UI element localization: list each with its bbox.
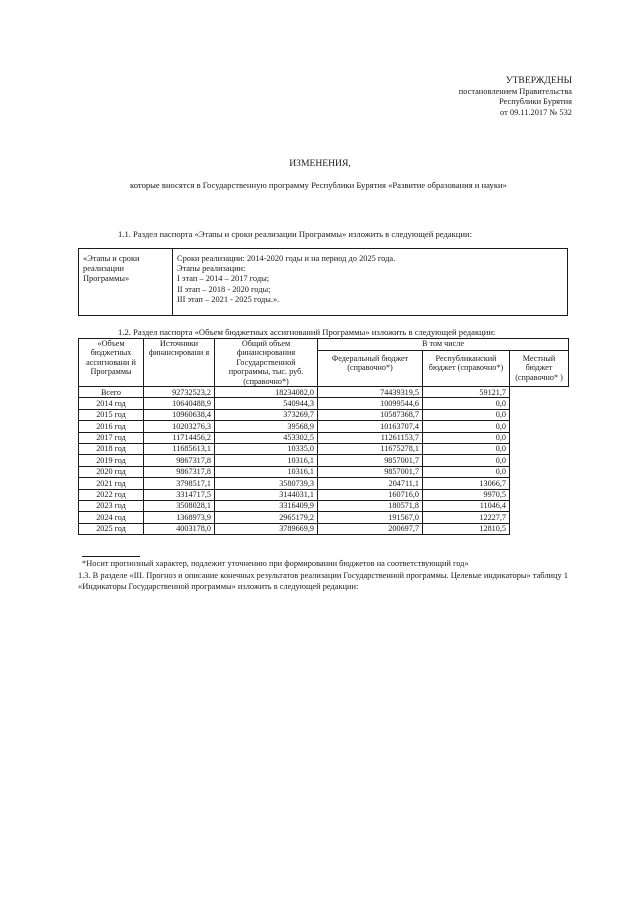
republic-cell: 11261153,7 [318, 432, 423, 443]
approval-line: постановлением Правительства [458, 86, 572, 96]
row-label-cell: «Объем бюджетных ассигновани й Программы [79, 339, 144, 387]
stages-line: Этапы реализации: [177, 264, 246, 274]
republic-cell: 160716,0 [318, 489, 423, 500]
stages-label: «Этапы и сроки реализации Программы» [83, 254, 140, 283]
federal-cell: 10316,1 [215, 466, 318, 477]
federal-cell: 10316,1 [215, 455, 318, 466]
local-cell: 12810,5 [423, 523, 510, 534]
year-cell: 2025 год [79, 523, 144, 534]
republic-cell: 10099544,6 [318, 398, 423, 409]
stages-content [177, 254, 395, 305]
table-row [79, 478, 569, 489]
federal-cell: 3316409,9 [215, 500, 318, 511]
year-cell: 2024 год [79, 512, 144, 523]
federal-cell: 3144031,1 [215, 489, 318, 500]
document-subtitle: которые вносятся в Государственную программу Республики Бурятия «Развитие образования и науки» [130, 180, 507, 190]
budget-table [78, 338, 569, 535]
stages-line: Сроки реализации: 2014-2020 годы и на период до 2025 года. [177, 254, 396, 263]
local-cell: 59121,7 [423, 387, 510, 398]
republic-cell: 10587368,7 [318, 409, 423, 420]
local-cell: 11046,4 [423, 500, 510, 511]
section-1-3-text: 1.3. В разделе «III. Прогноз и описание конечных результатов реализации Государственной программы. Целевые индикаторы» таблицу 1 «Индикаторы Государственной программы» изложить в следующей редакции: [78, 571, 568, 591]
local-cell: 12227,7 [423, 512, 510, 523]
federal-cell: 10335,0 [215, 443, 318, 454]
local-cell: 0,0 [423, 443, 510, 454]
total-cell: 4003178,0 [144, 523, 215, 534]
year-cell: 2023 год [79, 500, 144, 511]
total-cell: 9867317,8 [144, 466, 215, 477]
total-cell: 11685613,1 [144, 443, 215, 454]
table-row [79, 421, 569, 432]
total-cell: 11714456,2 [144, 432, 215, 443]
local-cell: 0,0 [423, 466, 510, 477]
federal-cell: 18234082,0 [215, 387, 318, 398]
table-row [79, 455, 569, 466]
header-total: Общий объем финансирования Государственной программы, тыс. руб. (справочно*) [215, 339, 318, 387]
header-local: Местный бюджет (справочно* ) [510, 350, 569, 386]
header-including: В том числе [318, 339, 569, 351]
year-cell: 2014 год [79, 398, 144, 409]
footnote-rule [82, 556, 140, 557]
table-row [79, 500, 569, 511]
table-row [79, 523, 569, 534]
section-1-1-text: 1.1. Раздел паспорта «Этапы и сроки реализации Программы» изложить в следующей редакции: [118, 229, 472, 239]
total-cell: 3508028,1 [144, 500, 215, 511]
stages-line: II этап – 2018 - 2020 годы; [177, 284, 271, 294]
year-cell: 2019 год [79, 455, 144, 466]
year-cell: 2015 год [79, 409, 144, 420]
republic-cell: 180571,8 [318, 500, 423, 511]
year-cell: Всего [79, 387, 144, 398]
republic-cell: 10163707,4 [318, 421, 423, 432]
approval-heading: УТВЕРЖДЕНЫ [505, 75, 572, 86]
table-row [79, 512, 569, 523]
table-row [79, 489, 569, 500]
approval-block [459, 76, 572, 118]
federal-cell: 3789669,9 [215, 523, 318, 534]
table-row [79, 387, 569, 398]
table-row [79, 409, 569, 420]
header-federal: Федеральный бюджет (справочно*) [318, 350, 423, 386]
year-cell: 2016 год [79, 421, 144, 432]
local-cell: 0,0 [423, 455, 510, 466]
footnote: *Носит прогнозный характер, подлежит уточнению при формировании бюджетов на соответствующий год» [82, 559, 469, 568]
republic-cell: 9857001,7 [318, 466, 423, 477]
header-source: Источники финансировани я [144, 339, 215, 387]
total-cell: 3798517,1 [144, 478, 215, 489]
total-cell: 9867317,8 [144, 455, 215, 466]
federal-cell: 540944,3 [215, 398, 318, 409]
total-cell: 10960638,4 [144, 409, 215, 420]
table-header-row [79, 339, 569, 351]
federal-cell: 3580739,3 [215, 478, 318, 489]
local-cell: 13066,7 [423, 478, 510, 489]
stages-table [78, 248, 568, 316]
year-cell: 2021 год [79, 478, 144, 489]
document-title: ИЗМЕНЕНИЯ, [289, 158, 351, 169]
total-cell: 10640488,9 [144, 398, 215, 409]
republic-cell: 9857001,7 [318, 455, 423, 466]
federal-cell: 39568,9 [215, 421, 318, 432]
section-1-2-text: 1.2. Раздел паспорта «Объем бюджетных ассигнований Программы» изложить в следующей редакции: [118, 327, 496, 337]
federal-cell: 373269,7 [215, 409, 318, 420]
federal-cell: 2965179,2 [215, 512, 318, 523]
republic-cell: 11675278,1 [318, 443, 423, 454]
total-cell: 10203276,3 [144, 421, 215, 432]
local-cell: 0,0 [423, 432, 510, 443]
column-divider [172, 249, 173, 315]
republic-cell: 74439319,5 [318, 387, 423, 398]
header-republic: Республиканский бюджет (справочно*) [423, 350, 510, 386]
local-cell: 0,0 [423, 398, 510, 409]
stages-line: III этап – 2021 - 2025 годы.». [177, 294, 280, 304]
republic-cell: 191567,0 [318, 512, 423, 523]
year-cell: 2018 год [79, 443, 144, 454]
local-cell: 0,0 [423, 421, 510, 432]
table-row [79, 398, 569, 409]
republic-cell: 200697,7 [318, 523, 423, 534]
stages-line: I этап – 2014 – 2017 годы; [177, 274, 270, 284]
total-cell: 1368973,9 [144, 512, 215, 523]
total-cell: 92732523,2 [144, 387, 215, 398]
year-cell: 2022 год [79, 489, 144, 500]
approval-date: от 09.11.2017 № 532 [500, 107, 572, 117]
total-cell: 3314717,5 [144, 489, 215, 500]
approval-line: Республики Бурятия [499, 97, 572, 106]
table-row [79, 443, 569, 454]
table-row [79, 432, 569, 443]
year-cell: 2020 год [79, 466, 144, 477]
republic-cell: 204711,1 [318, 478, 423, 489]
year-cell: 2017 год [79, 432, 144, 443]
federal-cell: 453302,5 [215, 432, 318, 443]
local-cell: 0,0 [423, 409, 510, 420]
local-cell: 9970,5 [423, 489, 510, 500]
table-row [79, 466, 569, 477]
